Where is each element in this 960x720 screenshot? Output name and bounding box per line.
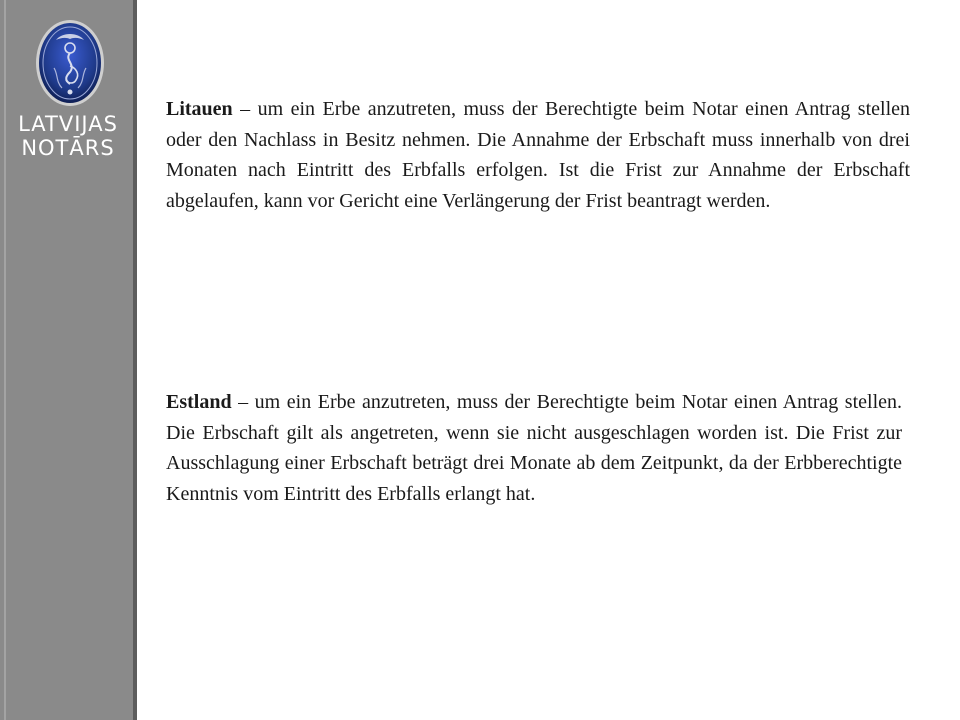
paragraph-text-litauen: – um ein Erbe anzutreten, muss der Berechtigte beim Notar einen Antrag stellen oder den Nachlass in Besitz nehmen. Die Annahme der Erbschaft muss innerhalb von drei Monaten nach Eintritt des Erbfalls erfolgen. Ist die Frist zur Annahme der Erbschaft abgelaufen, kann vor Gericht eine Verlängerung der Frist beantragt werden. <box>166 98 910 212</box>
brand-line-notars: NOTĀRS <box>21 136 115 160</box>
notary-emblem-icon <box>34 18 106 108</box>
paragraph-litauen <box>166 94 910 216</box>
brand-line-latvijas: LATVIJAS <box>18 112 118 136</box>
sidebar-border <box>133 0 137 720</box>
country-heading-estland: Estland <box>166 391 232 413</box>
paragraph-estland <box>166 387 902 509</box>
brand-wordmark <box>0 112 136 160</box>
sidebar <box>0 0 136 720</box>
country-heading-litauen: Litauen <box>166 98 233 120</box>
sidebar-edge <box>4 0 6 720</box>
paragraph-text-estland: – um ein Erbe anzutreten, muss der Berechtigte beim Notar einen Antrag stellen. Die Erbschaft gilt als angetreten, wenn sie nicht ausgeschlagen worden ist. Die Frist zur Ausschlagung einer Erbschaft beträgt drei Monate ab dem Zeitpunkt, da der Erbberechtigte Kenntnis vom Eintritt des Erbfalls erlangt hat. <box>166 391 902 505</box>
